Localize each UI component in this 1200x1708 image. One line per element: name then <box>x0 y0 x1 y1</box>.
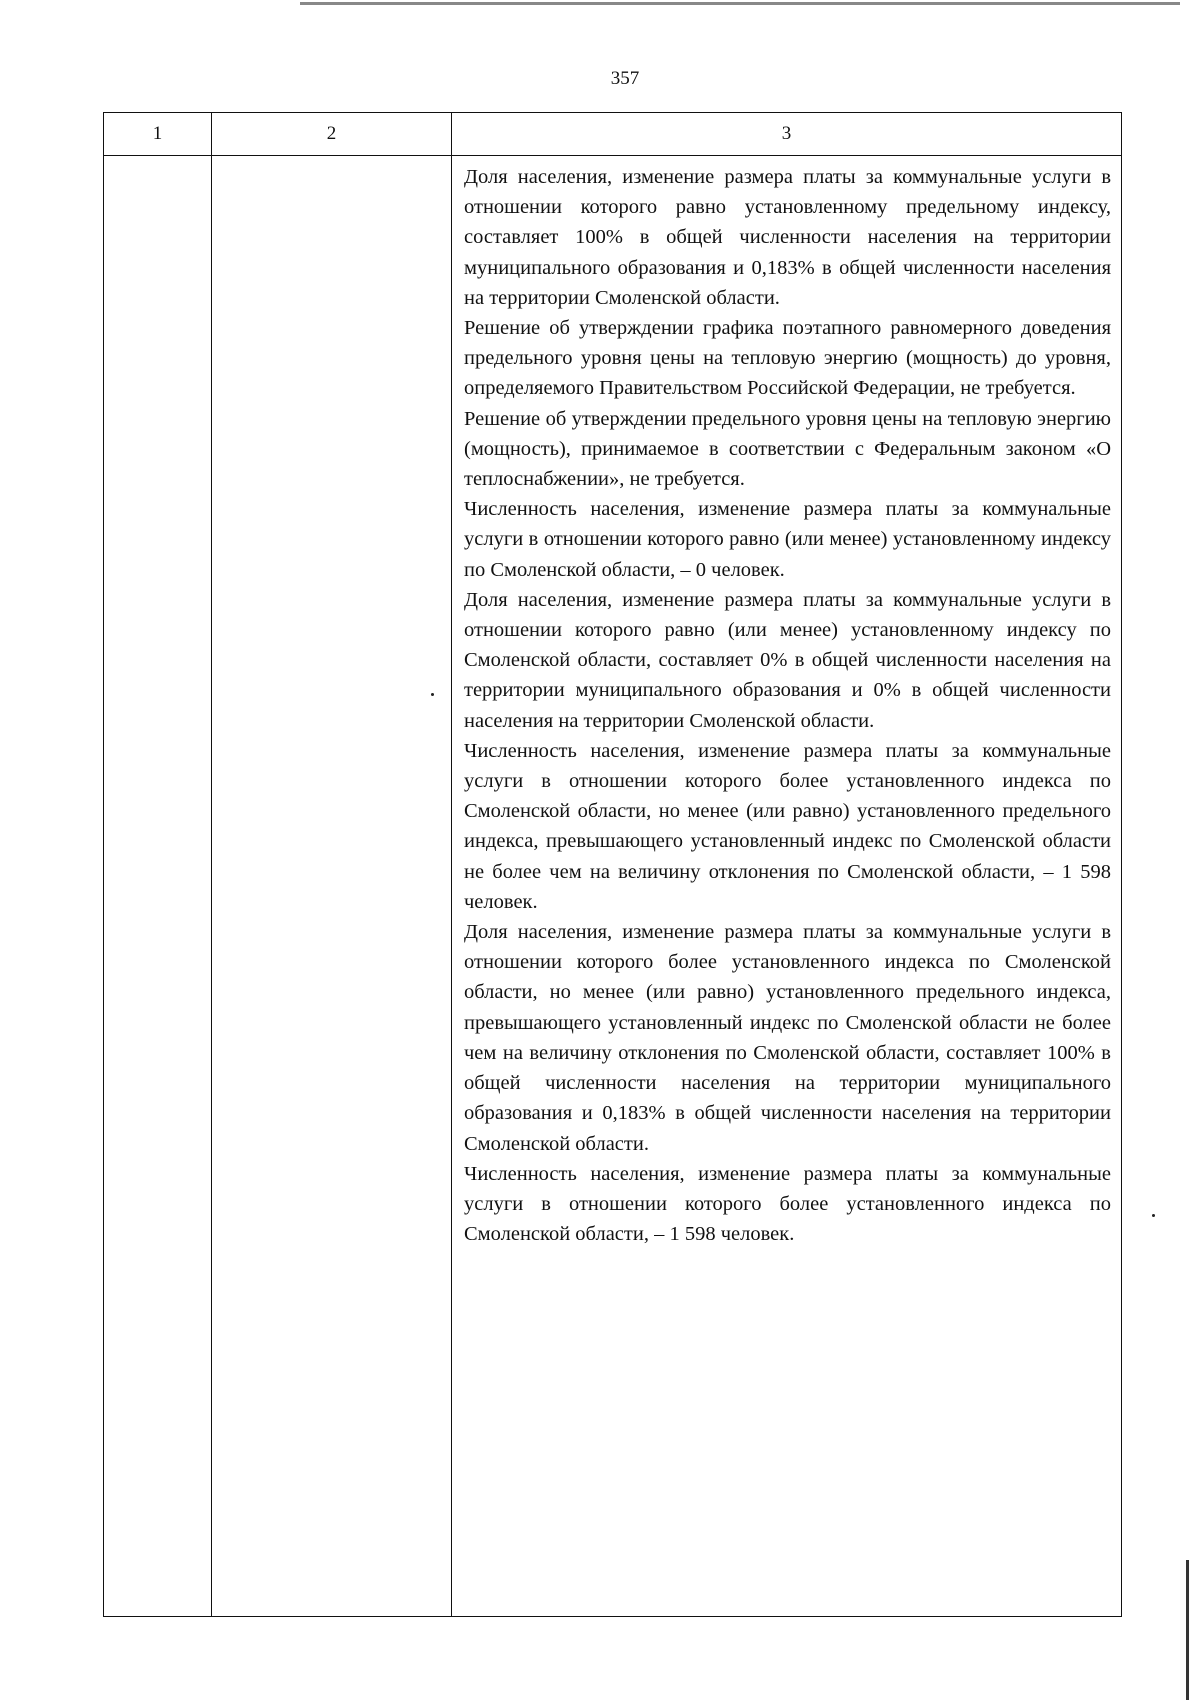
paragraph: Доля населения, изменение размера платы за коммунальные услуги в отношении которого равно (или менее) установленному индексу по Смоленской области, составляет 0% в общей численности населения на территории муниципального образования и 0% в общей численности населения на территории Смоленской области. <box>464 588 1111 732</box>
paragraph: Численность населения, изменение размера платы за коммунальные услуги в отношении которого более установленного индекса по Смоленской области, – 1 598 человек. <box>464 1162 1111 1246</box>
table-header-row <box>104 113 1122 156</box>
paragraph: Численность населения, изменение размера платы за коммунальные услуги в отношении которого более установленного индекса по Смоленской области, но менее (или равно) установленного предельного индекса, превышающего установленный индекс по Смоленской области не более чем на величину отклонения по Смоленской области, – 1 598 человек. <box>464 739 1111 913</box>
paragraph: Численность населения, изменение размера платы за коммунальные услуги в отношении которого равно (или менее) установленному индексу по Смоленской области, – 0 человек. <box>464 498 1111 581</box>
paragraph: Доля населения, изменение размера платы за коммунальные услуги в отношении которого более установленного индекса по Смоленской области, но менее (или равно) установленного предельного индекса, превышающего установленный индекс по Смоленской области не более чем на величину отклонения по Смоленской области, составляет 100% в общей численности населения на территории муниципального образования и 0,183% в общей численности населения на территории Смоленской области. <box>464 921 1111 1155</box>
paragraph: Доля населения, изменение размера платы за коммунальные услуги в отношении которого равно установленному предельному индексу, составляет 100% в общей численности населения на территории муниципального образования и 0,183% в общей численности населения на территории Смоленской области. <box>464 166 1111 309</box>
column-header-1: 1 <box>104 113 212 156</box>
column-header-3: 3 <box>452 113 1122 156</box>
page-number: 357 <box>610 68 640 89</box>
table-cell-col3 <box>452 156 1122 1617</box>
table-cell-col2 <box>212 156 452 1617</box>
column-header-2: 2 <box>212 113 452 156</box>
scan-artifact-right-edge <box>1186 1560 1189 1700</box>
scan-speck <box>1152 1214 1155 1217</box>
paragraph: Решение об утверждении предельного уровня цены на тепловую энергию (мощность), принимаемое в соответствии с Федеральным законом «О теплоснабжении», не требуется. <box>464 407 1111 491</box>
cell-text-block <box>452 156 1121 1249</box>
table-cell-col1 <box>104 156 212 1617</box>
document-table <box>103 112 1122 1617</box>
paragraph: Решение об утверждении графика поэтапного равномерного доведения предельного уровня цены на тепловую энергию (мощность) до уровня, определяемого Правительством Российской Федерации, не требуется. <box>464 317 1111 400</box>
table-row <box>104 156 1122 1617</box>
scan-artifact-top-line <box>300 2 1180 5</box>
